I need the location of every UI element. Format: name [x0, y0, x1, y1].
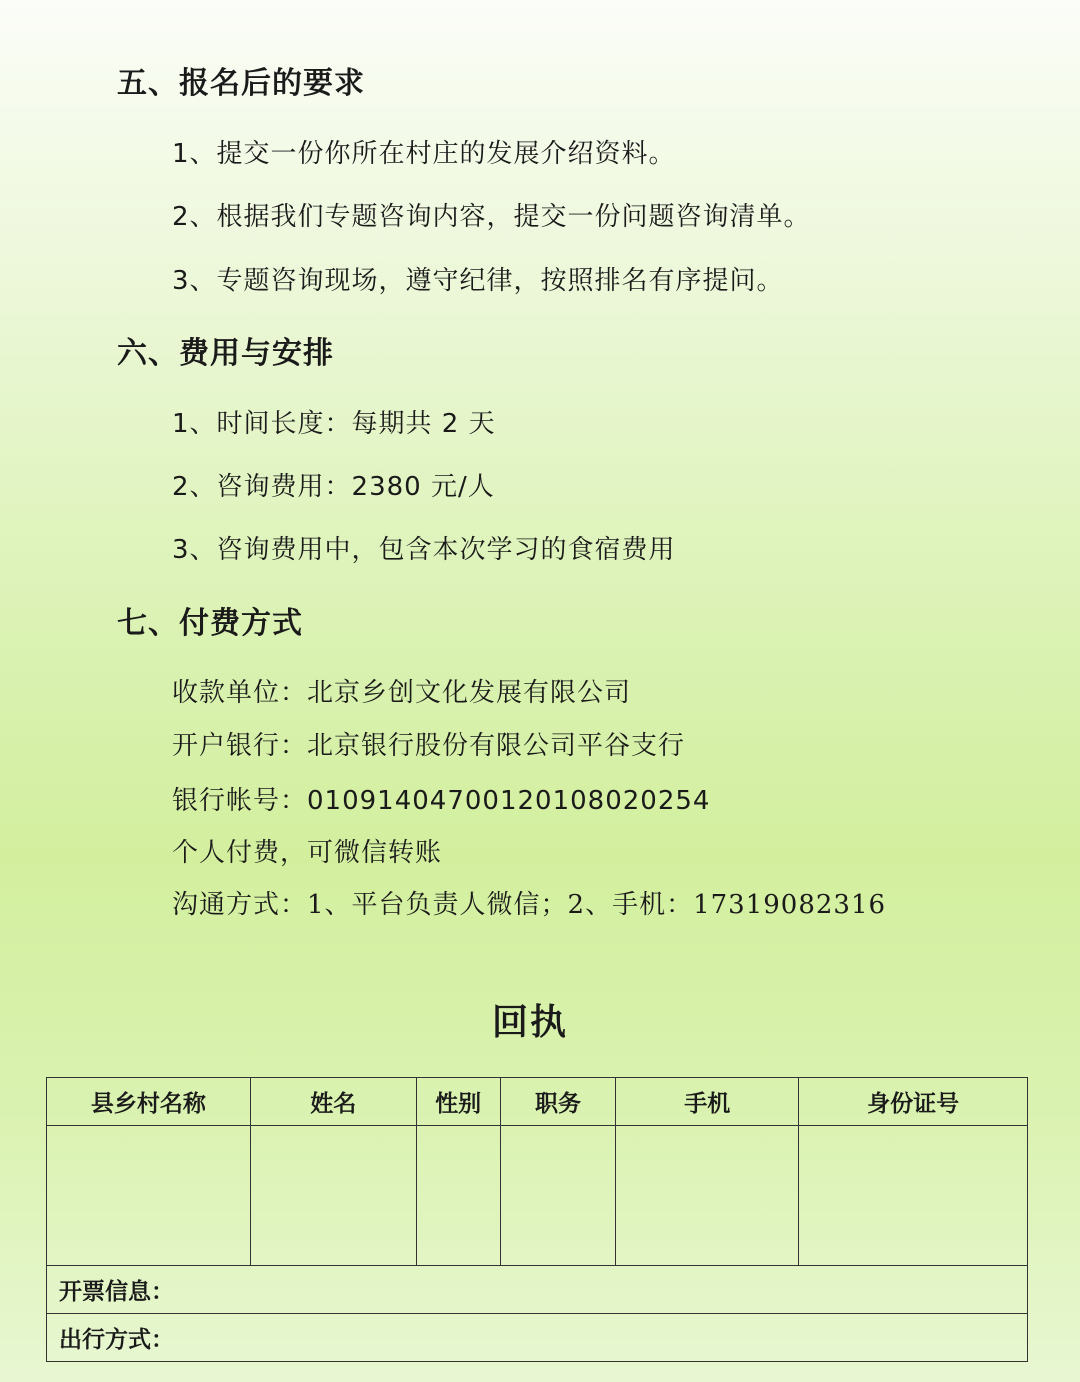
cell-gender[interactable]: [416, 1126, 500, 1266]
account-line: 银行帐号：01091404700120108020254: [172, 786, 711, 816]
invoice-info-cell[interactable]: 开票信息：: [47, 1266, 1028, 1314]
invoice-row: [47, 1266, 1028, 1314]
sec6-item-1: 1、时间长度：每期共 2 天: [172, 409, 496, 439]
col-header-phone: 手机: [616, 1078, 799, 1126]
receipt-table: [46, 1077, 1028, 1362]
sec5-item-2: 2、根据我们专题咨询内容，提交一份问题咨询清单。: [172, 202, 811, 232]
cell-phone[interactable]: [616, 1126, 799, 1266]
receipt-header-row: [47, 1078, 1028, 1126]
cell-name[interactable]: [250, 1126, 416, 1266]
sec6-item-2: 2、咨询费用：2380 元/人: [172, 472, 495, 502]
section-7-heading: 七、付费方式: [117, 606, 303, 641]
col-header-gender: 性别: [416, 1078, 500, 1126]
payee-line: 收款单位：北京乡创文化发展有限公司: [172, 678, 632, 708]
cell-village[interactable]: [47, 1126, 251, 1266]
receipt-title: 回执: [491, 1002, 568, 1043]
bank-line: 开户银行：北京银行股份有限公司平谷支行: [172, 731, 686, 761]
sec5-item-3: 3、专题咨询现场，遵守纪律，按照排名有序提问。: [172, 266, 784, 296]
cell-id-number[interactable]: [799, 1126, 1028, 1266]
col-header-name: 姓名: [250, 1078, 416, 1126]
travel-mode-cell[interactable]: 出行方式：: [47, 1314, 1028, 1362]
section-5-heading: 五、报名后的要求: [117, 66, 365, 101]
col-header-position: 职务: [500, 1078, 616, 1126]
travel-row: [47, 1314, 1028, 1362]
personal-payment-line: 个人付费，可微信转账: [172, 838, 443, 868]
col-header-id-number: 身份证号: [799, 1078, 1028, 1126]
contact-line: 沟通方式：1、平台负责人微信；2、手机：17319082316: [172, 890, 887, 920]
sec5-item-1: 1、提交一份你所在村庄的发展介绍资料。: [172, 139, 676, 169]
sec6-item-3: 3、咨询费用中，包含本次学习的食宿费用: [172, 535, 676, 565]
section-6-heading: 六、费用与安排: [117, 336, 334, 371]
col-header-village: 县乡村名称: [47, 1078, 251, 1126]
cell-position[interactable]: [500, 1126, 616, 1266]
receipt-entry-row: [47, 1126, 1028, 1266]
